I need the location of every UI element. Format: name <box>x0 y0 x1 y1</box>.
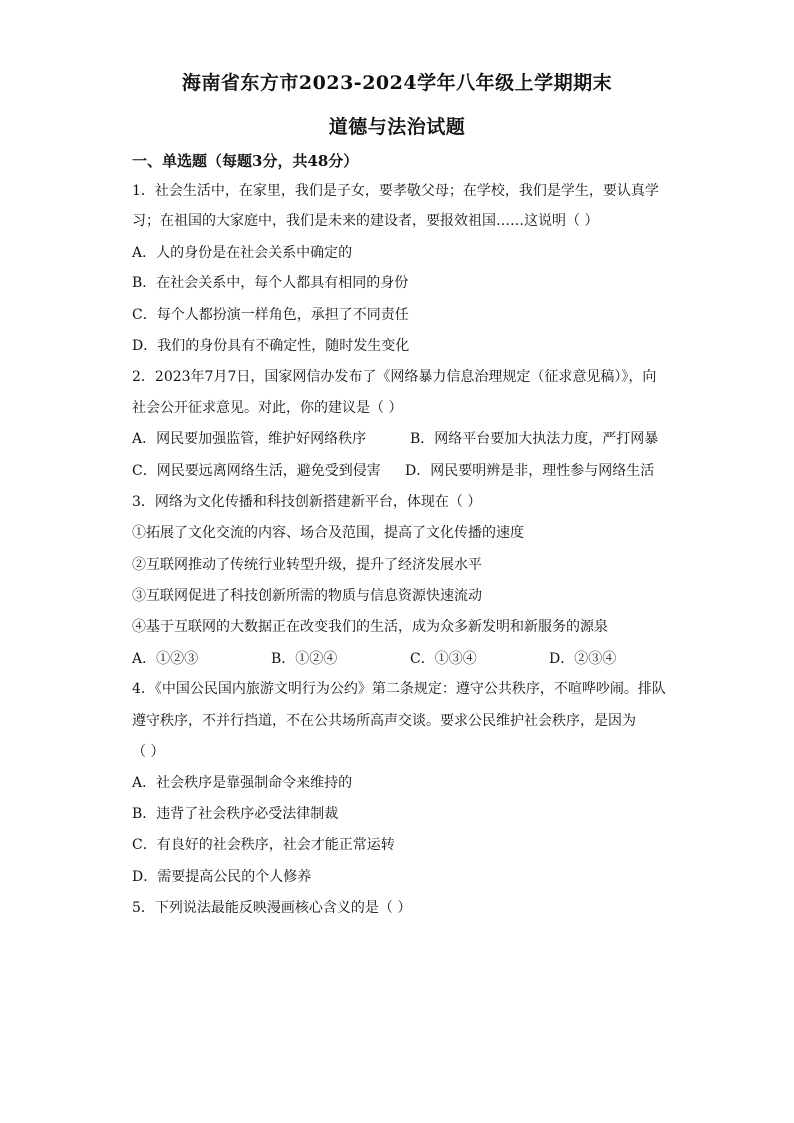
section-heading: 一、单选题（每题3分，共48分） <box>132 152 359 170</box>
q4-option-d: D．需要提高公民的个人修养 <box>132 869 312 885</box>
q3-option-b: B．①②④ <box>271 651 338 667</box>
q4-stem-line3: （ ） <box>132 744 165 760</box>
q4-option-b: B．违背了社会秩序必受法律制裁 <box>132 806 339 822</box>
q3-item-3: ③互联网促进了科技创新所需的物质与信息资源快速流动 <box>132 588 482 604</box>
q4-option-a: A．社会秩序是靠强制命令来维持的 <box>132 775 353 791</box>
q2-options-row1 <box>132 429 672 449</box>
q3-option-c: C．①③④ <box>410 651 477 667</box>
q5-stem: 5．下列说法最能反映漫画核心含义的是（ ） <box>132 900 412 916</box>
q1-stem-line2: 习；在祖国的大家庭中，我们是未来的建设者，要报效祖国……这说明（ ） <box>132 213 599 229</box>
q2-options-row2 <box>132 461 672 481</box>
exam-title: 海南省东方市2023-2024学年八年级上学期期末 <box>181 72 613 94</box>
q2-option-c: C．网民要远离网络生活，避免受到侵害 <box>132 463 381 479</box>
q3-item-4: ④基于互联网的大数据正在改变我们的生活，成为众多新发明和新服务的源泉 <box>132 619 608 635</box>
q2-option-d: D．网民要明辨是非，理性参与网络生活 <box>405 463 655 479</box>
q1-option-a: A．人的身份是在社会关系中确定的 <box>132 245 353 261</box>
q2-stem-line1: 2．2023年7月7日，国家网信办发布了《网络暴力信息治理规定（征求意见稿）》，向 <box>132 369 657 385</box>
q3-item-2: ②互联网推动了传统行业转型升级，提升了经济发展水平 <box>132 557 482 573</box>
q2-stem-line2: 社会公开征求意见。对此，你的建议是（ ） <box>132 400 403 416</box>
q3-option-d: D．②③④ <box>549 651 617 667</box>
q1-option-b: B．在社会关系中，每个人都具有相同的身份 <box>132 275 409 291</box>
q4-stem-line1: 4．《中国公民国内旅游文明行为公约》第二条规定：遵守公共秩序，不喧哗吵闹。排队 <box>132 681 666 697</box>
q1-option-c: C．每个人都扮演一样角色，承担了不同责任 <box>132 307 409 323</box>
q2-option-b: B．网络平台要加大执法力度，严打网暴 <box>410 431 659 447</box>
q4-option-c: C．有良好的社会秩序，社会才能正常运转 <box>132 837 395 853</box>
q1-stem-line1: 1．社会生活中，在家里，我们是子女，要孝敬父母；在学校，我们是学生，要认真学 <box>132 183 659 199</box>
q2-option-a: A．网民要加强监管，维护好网络秩序 <box>132 431 367 447</box>
q3-option-a: A．①②③ <box>132 651 199 667</box>
q1-option-d: D．我们的身份具有不确定性，随时发生变化 <box>132 338 410 354</box>
q4-stem-line2: 遵守秩序，不并行挡道，不在公共场所高声交谈。要求公民维护社会秩序，是因为 <box>132 713 636 729</box>
exam-subtitle: 道德与法治试题 <box>328 116 466 138</box>
q3-stem: 3．网络为文化传播和科技创新搭建新平台，体现在（ ） <box>132 494 482 510</box>
q3-options-row <box>132 649 672 669</box>
q3-item-1: ①拓展了文化交流的内容、场合及范围，提高了文化传播的速度 <box>132 525 524 541</box>
